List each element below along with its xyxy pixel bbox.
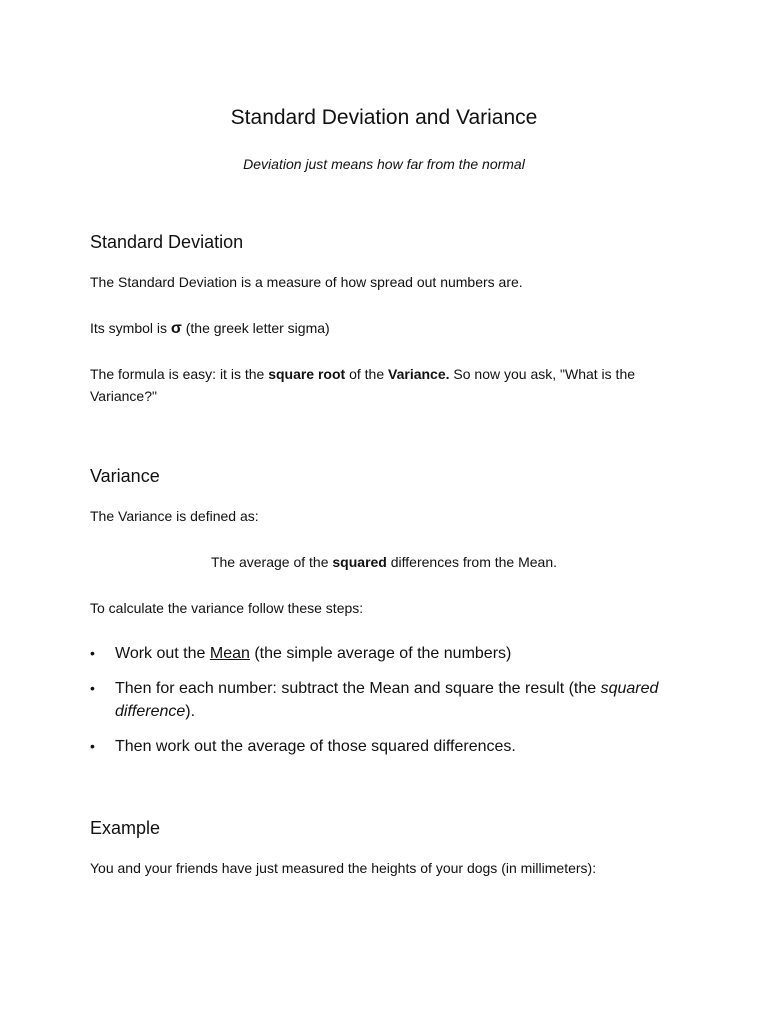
variance-heading: Variance (90, 466, 160, 486)
variance-definition (0, 551, 768, 573)
std-dev-paragraph-2 (90, 317, 680, 340)
page-subtitle: Deviation just means how far from the normal (243, 156, 525, 172)
variance-paragraph-2: To calculate the variance follow these steps: (90, 600, 364, 616)
bullet-icon: • (90, 680, 95, 696)
std-dev-symbol-suffix: (the greek letter sigma) (181, 320, 330, 336)
formula-text-a: The formula is easy: it is the (90, 366, 269, 382)
std-dev-paragraph-1: The Standard Deviation is a measure of how spread out numbers are. (90, 274, 523, 290)
definition-text-a: The average of the (210, 554, 333, 570)
variance-steps-list (90, 642, 690, 770)
std-dev-symbol-prefix: Its symbol is (90, 320, 171, 336)
bullet-2-text-b: ). (185, 703, 196, 720)
bullet-icon: • (90, 738, 95, 754)
std-dev-paragraph-3 (90, 363, 680, 407)
definition-squared: squared (332, 554, 387, 570)
mean-link[interactable]: Mean (209, 645, 250, 662)
formula-variance: Variance. (388, 366, 450, 382)
std-dev-heading: Standard Deviation (90, 232, 244, 252)
list-item (90, 642, 690, 665)
variance-paragraph-1: The Variance is defined as: (90, 508, 259, 524)
formula-text-e: So now you ask, "What is the Variance?" (90, 366, 636, 404)
bullet-2-italic: squared difference (115, 680, 659, 720)
sigma-symbol: σ (170, 320, 182, 337)
list-item (90, 735, 690, 758)
bullet-1-text-a: Work out the (115, 645, 210, 662)
bullet-3-text: Then work out the average of those squared differences. (115, 738, 516, 755)
page-title: Standard Deviation and Variance (230, 106, 538, 129)
formula-square-root: square root (268, 366, 346, 382)
list-item (90, 677, 690, 723)
bullet-icon: • (90, 645, 95, 661)
example-paragraph-1: You and your friends have just measured the heights of your dogs (in millimeters): (90, 860, 597, 876)
definition-text-c: differences from the Mean. (386, 554, 558, 570)
bullet-2-text-a: Then for each number: subtract the Mean and square the result (the (115, 680, 601, 697)
formula-text-c: of the (345, 366, 389, 382)
example-heading: Example (90, 818, 161, 838)
bullet-1-text-b: (the simple average of the numbers) (249, 645, 512, 662)
